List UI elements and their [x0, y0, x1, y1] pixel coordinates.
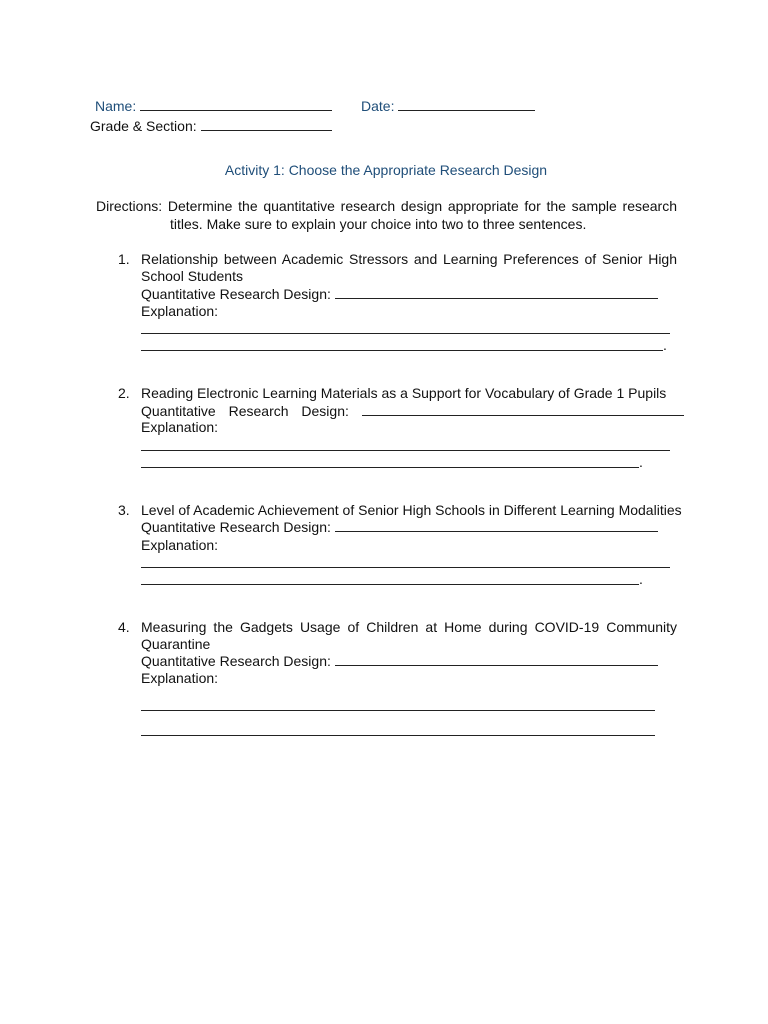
item-number: 3.	[118, 502, 130, 518]
name-label: Name:	[95, 98, 137, 114]
design-label: Quantitative Research Design:	[141, 403, 349, 419]
line-end-period: .	[639, 454, 643, 470]
explanation-label: Explanation:	[141, 303, 219, 319]
page-title: Activity 1: Choose the Appropriate Research Design	[224, 162, 548, 178]
design-label: Quantitative Research Design:	[141, 653, 331, 669]
date-label: Date:	[361, 98, 395, 114]
explanation-line[interactable]	[141, 710, 655, 711]
directions-line-2: titles. Make sure to explain your choice into two to three sentences.	[170, 216, 587, 232]
explanation-line[interactable]	[141, 467, 639, 468]
name-field-row	[95, 98, 332, 115]
design-blank[interactable]	[335, 653, 658, 666]
design-blank[interactable]	[335, 286, 658, 299]
grade-section-blank[interactable]	[201, 118, 332, 131]
explanation-label: Explanation:	[141, 537, 219, 553]
design-blank[interactable]	[362, 403, 684, 416]
explanation-line[interactable]	[141, 584, 639, 585]
line-end-period: .	[639, 571, 643, 587]
design-blank[interactable]	[335, 519, 658, 532]
explanation-label: Explanation:	[141, 419, 219, 435]
design-label: Quantitative Research Design:	[141, 519, 331, 535]
design-row	[141, 519, 658, 536]
explanation-line[interactable]	[141, 450, 670, 451]
design-row	[141, 653, 658, 670]
date-field-row	[361, 98, 535, 115]
item-number: 2.	[118, 385, 130, 401]
explanation-line[interactable]	[141, 333, 670, 334]
item-title-line-1: Measuring the Gadgets Usage of Children at Home during COVID-19 Community	[141, 619, 677, 635]
item-title-line-2: Quarantine	[141, 636, 211, 652]
design-label: Quantitative Research Design:	[141, 286, 331, 302]
explanation-line[interactable]	[141, 350, 663, 351]
explanation-label: Explanation:	[141, 670, 219, 686]
item-title-line-1: Relationship between Academic Stressors and Learning Preferences of Senior High	[141, 251, 677, 267]
date-blank[interactable]	[398, 98, 535, 111]
item-number: 1.	[118, 251, 130, 267]
design-row	[141, 403, 684, 420]
line-end-period: .	[663, 337, 667, 353]
explanation-line[interactable]	[141, 735, 655, 736]
item-title-line-2: School Students	[141, 268, 243, 284]
item-number: 4.	[118, 619, 130, 635]
grade-section-label: Grade & Section:	[90, 118, 197, 134]
directions-line-1: Directions: Determine the quantitative research design appropriate for the sample research	[96, 198, 677, 214]
item-title-line-1: Reading Electronic Learning Materials as a Support for Vocabulary of Grade 1 Pupils	[141, 385, 667, 401]
design-row	[141, 286, 658, 303]
item-title-line-1: Level of Academic Achievement of Senior High Schools in Different Learning Modalities	[141, 502, 682, 518]
grade-section-row	[90, 118, 332, 135]
name-blank[interactable]	[140, 98, 332, 111]
explanation-line[interactable]	[141, 567, 670, 568]
